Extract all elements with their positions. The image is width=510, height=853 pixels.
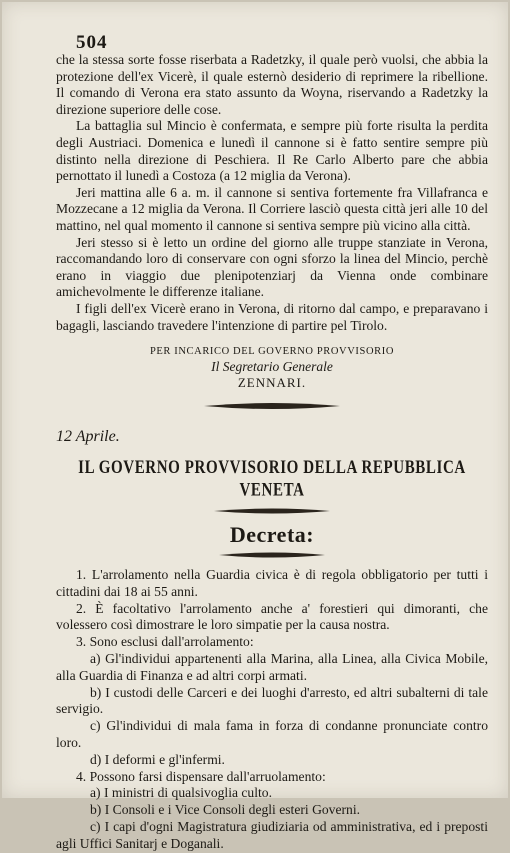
article: 1. L'arrolamento nella Guardia civica è di regola obbligatorio per tutti i cittadini dai 18 ai 55 anni.: [56, 567, 488, 599]
decree-articles: [56, 567, 488, 853]
article: 4. Possono farsi dispensare dall'arruolamento:: [76, 768, 326, 784]
article-clause: b) I Consoli e i Vice Consoli degli esteri Governi.: [90, 802, 361, 818]
article-clause: c) I capi d'ogni Magistratura giudiziaria od amministrativa, ed i preposti agli Uffici Sanitarj e Doganali.: [56, 819, 488, 851]
signature-block: [56, 344, 488, 391]
signature-title: Il Segretario Generale: [211, 359, 333, 375]
paragraph: La battaglia sul Mincio è confermata, e sempre più forte risulta la perdita degli Austriaci. Domenica e lunedì il cannone si è fatto sentire sempre più distinto nella direzione di Peschiera. Il Re Carlo Alberto pare che abbia pernottato il lunedì a Costoza (a 12 miglia da Verona).: [56, 118, 488, 184]
article-clause: b) I custodi delle Carceri e dei luoghi d'arresto, ed altri subalterni di tale servigio.: [56, 684, 488, 717]
decree-title: Decreta:: [229, 522, 315, 548]
article-clause: d) I deformi e gl'infermi.: [90, 751, 225, 767]
page-body: [56, 52, 488, 853]
paragraph: Jeri stesso si è letto un ordine del giorno alle truppe stanziate in Verona, raccomandando loro di conservare con ogni sforzo la linea del Mincio, perchè erano in viaggio due plenipotenziarj da Vienna onde combinare amichevolmente le differenze italiane.: [56, 234, 488, 300]
ornamental-rule: [202, 401, 342, 411]
date-heading: 12 Aprile.: [56, 428, 120, 446]
article: 2. È facoltativo l'arrolamento anche a' forestieri qui dimoranti, che volessero così dimostrare le loro simpatie per la causa nostra.: [56, 600, 488, 633]
article-clause: a) I ministri di qualsivoglia culto.: [90, 785, 272, 801]
signature-name: ZENNARI.: [237, 375, 307, 391]
government-heading: IL GOVERNO PROVVISORIO DELLA REPUBBLICA VENETA: [78, 457, 466, 501]
article: 3. Sono esclusi dall'arrolamento:: [76, 634, 254, 650]
page-number: 504: [76, 32, 108, 53]
paragraph: Jeri mattina alle 6 a. m. il cannone si sentiva fortemente fra Villafranca e Mozzecane a 12 miglia da Verona. Il Corriere lasciò questa città jeri alle 10 del mattino, nel qual momento il cannone si sentiva sempre più vicino alla città.: [56, 184, 488, 233]
paragraph: che la stessa sorte fosse riserbata a Radetzky, il quale però vuolsi, che abbia la protezione dell'ex Vicerè, il quale esternò desiderio di reprimere la ribellione. Il comando di Verona era stato assunto da Woyna, riservando a Radetzky la direzione superiore delle cose.: [56, 52, 488, 117]
ornamental-rule: [217, 551, 327, 559]
ornamental-rule: [212, 507, 332, 515]
news-section: [56, 52, 488, 334]
paragraph: I figli dell'ex Vicerè erano in Verona, di ritorno dal campo, e preparavano i bagagli, lasciando travedere l'intenzione di partire pel Tirolo.: [56, 300, 488, 333]
article-clause: c) Gl'individui di mala fama in forza di condanne pronunciate contro loro.: [56, 718, 488, 751]
signature-authority: PER INCARICO DEL GOVERNO PROVVISORIO: [149, 346, 395, 358]
article-clause: a) Gl'individui appartenenti alla Marina, alla Linea, alla Civica Mobile, alla Guardia di Finanza e ad altri corpi armati.: [56, 651, 488, 683]
book-page: [2, 2, 508, 851]
